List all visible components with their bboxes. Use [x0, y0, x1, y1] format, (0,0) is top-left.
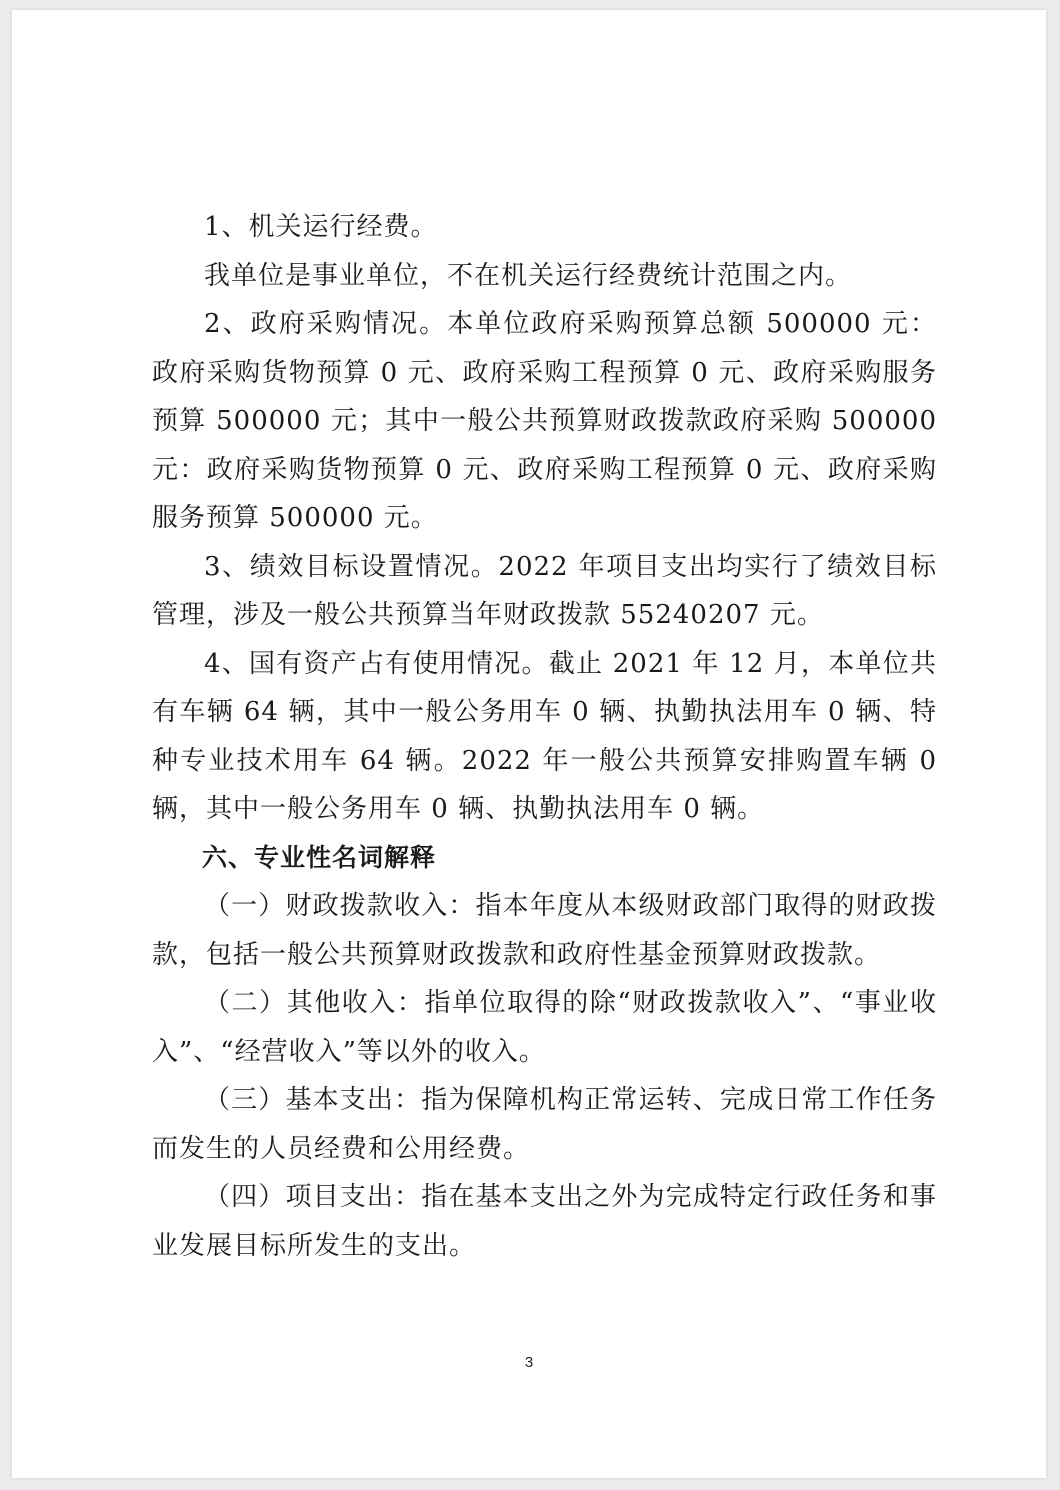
paragraph-institution-note: 我单位是事业单位，不在机关运行经费统计范围之内。: [204, 260, 853, 291]
paragraph-term-other-income: （二）其他收入：指单位取得的除“财政拨款收入”、“事业收入”、“经营收入”等以外的收入。: [152, 988, 937, 1067]
paragraph-state-assets: 4、国有资产占有使用情况。截止 2021 年 12 月，本单位共有车辆 64 辆，其中一般公务用车 0 辆、执勤执法用车 0 辆、特种专业技术用车 64 辆。2022 年一般公共预算安排购置车辆 0 辆，其中一般公务用车 0 辆、执勤执法用车 0 辆。: [152, 648, 937, 824]
document-page: [12, 10, 1046, 1478]
document-body: [152, 203, 937, 1270]
paragraph-term-project-expenditure: （四）项目支出：指在基本支出之外为完成特定行政任务和事业发展目标所发生的支出。: [152, 1182, 937, 1261]
paragraph-term-fiscal-appropriation: （一）财政拨款收入：指本年度从本级财政部门取得的财政拨款，包括一般公共预算财政拨款和政府性基金预算财政拨款。: [152, 891, 937, 970]
page-number: 3: [524, 1354, 534, 1371]
paragraph-term-basic-expenditure: （三）基本支出：指为保障机构正常运转、完成日常工作任务而发生的人员经费和公用经费。: [152, 1085, 937, 1164]
paragraph-performance-targets: 3、绩效目标设置情况。2022 年项目支出均实行了绩效目标管理，涉及一般公共预算当年财政拨款 55240207 元。: [152, 551, 937, 630]
paragraph-government-procurement: 2、政府采购情况。本单位政府采购预算总额 500000 元：政府采购货物预算 0 元、政府采购工程预算 0 元、政府采购服务预算 500000 元；其中一般公共预算财政拨款政府采购 500000 元：政府采购货物预算 0 元、政府采购工程预算 0 元、政府采购服务预算 500000 元。: [152, 309, 937, 533]
section-heading-terms: 六、专业性名词解释: [202, 842, 437, 872]
paragraph-office-operating-costs: 1、机关运行经费。: [204, 212, 438, 242]
